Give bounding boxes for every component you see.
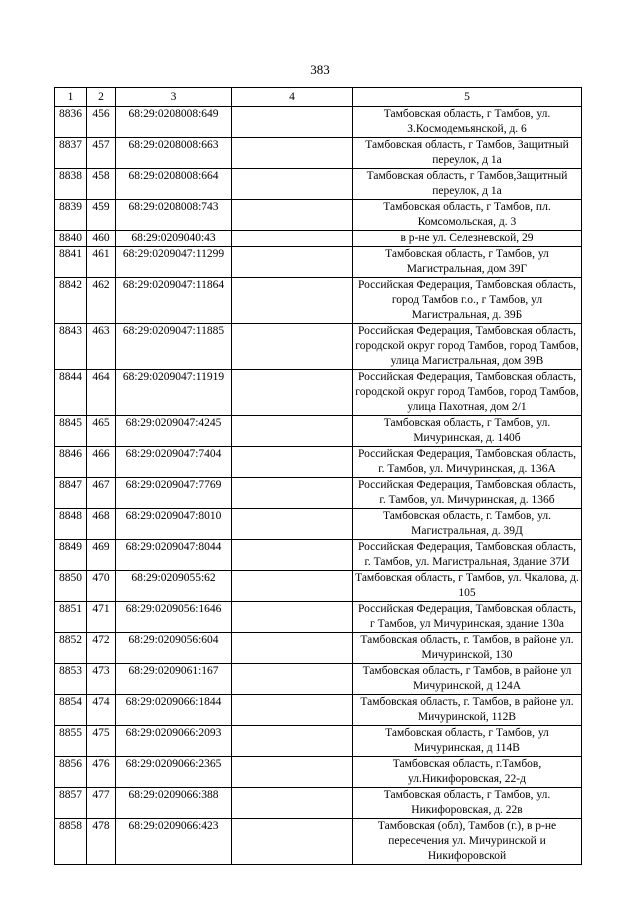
row-number-cell: 8845 <box>55 416 87 447</box>
cadastral-number-cell: 68:29:0209047:11864 <box>116 278 232 324</box>
column-4-cell <box>232 664 353 695</box>
row-number-cell: 8858 <box>55 819 87 865</box>
address-cell: Тамбовская область, г.Тамбов, ул.Никифоровская, 22-д <box>353 757 582 788</box>
table-row <box>55 509 582 540</box>
cadastral-number-cell: 68:29:0209066:2093 <box>116 726 232 757</box>
table-row <box>55 169 582 200</box>
table-row <box>55 138 582 169</box>
address-cell: Тамбовская область, г Тамбов, ул Мичуринская, д 114В <box>353 726 582 757</box>
register-table <box>54 87 582 865</box>
row-number-cell: 8852 <box>55 633 87 664</box>
table-row <box>55 278 582 324</box>
column-4-cell <box>232 509 353 540</box>
column-4-cell <box>232 324 353 370</box>
column-4-cell <box>232 726 353 757</box>
cadastral-number-cell: 68:29:0209040:43 <box>116 231 232 247</box>
row-number-cell: 8854 <box>55 695 87 726</box>
item-number-cell: 462 <box>87 278 116 324</box>
address-cell: Российская Федерация, Тамбовская область, г. Тамбов, ул. Мичуринская, д. 136б <box>353 478 582 509</box>
cadastral-number-cell: 68:29:0209066:423 <box>116 819 232 865</box>
column-4-cell <box>232 138 353 169</box>
table-row <box>55 540 582 571</box>
row-number-cell: 8853 <box>55 664 87 695</box>
item-number-cell: 473 <box>87 664 116 695</box>
row-number-cell: 8842 <box>55 278 87 324</box>
item-number-cell: 456 <box>87 107 116 138</box>
address-cell: Российская Федерация, Тамбовская область, городской округ город Тамбов, город Тамбов, улица Пахотная, дом 2/1 <box>353 370 582 416</box>
table-row <box>55 633 582 664</box>
item-number-cell: 461 <box>87 247 116 278</box>
cadastral-number-cell: 68:29:0208008:743 <box>116 200 232 231</box>
column-4-cell <box>232 571 353 602</box>
item-number-cell: 474 <box>87 695 116 726</box>
row-number-cell: 8843 <box>55 324 87 370</box>
row-number-cell: 8844 <box>55 370 87 416</box>
address-cell: Тамбовская область, г Тамбов, ул Магистральная, дом 39Г <box>353 247 582 278</box>
column-header-4: 4 <box>232 88 353 107</box>
address-cell: Российская Федерация, Тамбовская область, город Тамбов г.о., г Тамбов, ул Магистральная, д. 39Б <box>353 278 582 324</box>
item-number-cell: 471 <box>87 602 116 633</box>
cadastral-number-cell: 68:29:0209047:8010 <box>116 509 232 540</box>
row-number-cell: 8848 <box>55 509 87 540</box>
table-row <box>55 478 582 509</box>
row-number-cell: 8840 <box>55 231 87 247</box>
item-number-cell: 472 <box>87 633 116 664</box>
address-cell: Российская Федерация, Тамбовская область, городской округ город Тамбов, город Тамбов, улица Магистральная, дом 39В <box>353 324 582 370</box>
table-row <box>55 231 582 247</box>
item-number-cell: 468 <box>87 509 116 540</box>
table-row <box>55 370 582 416</box>
column-4-cell <box>232 633 353 664</box>
column-4-cell <box>232 540 353 571</box>
cadastral-number-cell: 68:29:0209047:8044 <box>116 540 232 571</box>
column-header-1: 1 <box>55 88 87 107</box>
column-4-cell <box>232 447 353 478</box>
table-row <box>55 819 582 865</box>
item-number-cell: 466 <box>87 447 116 478</box>
address-cell: Российская Федерация, Тамбовская область, г Тамбов, ул Мичуринская, здание 130а <box>353 602 582 633</box>
cadastral-number-cell: 68:29:0209055:62 <box>116 571 232 602</box>
item-number-cell: 463 <box>87 324 116 370</box>
cadastral-number-cell: 68:29:0209047:7769 <box>116 478 232 509</box>
address-cell: Тамбовская область, г Тамбов, ул. З.Космодемьянской, д. 6 <box>353 107 582 138</box>
table-row <box>55 726 582 757</box>
cadastral-number-cell: 68:29:0209066:388 <box>116 788 232 819</box>
column-4-cell <box>232 819 353 865</box>
column-4-cell <box>232 416 353 447</box>
table-row <box>55 571 582 602</box>
column-4-cell <box>232 370 353 416</box>
address-cell: Тамбовская (обл), Тамбов (г.), в р-не пересечения ул. Мичуринской и Никифоровской <box>353 819 582 865</box>
column-4-cell <box>232 231 353 247</box>
column-4-cell <box>232 695 353 726</box>
table-row <box>55 757 582 788</box>
row-number-cell: 8846 <box>55 447 87 478</box>
address-cell: в р-не ул. Селезневской, 29 <box>353 231 582 247</box>
column-4-cell <box>232 278 353 324</box>
row-number-cell: 8837 <box>55 138 87 169</box>
cadastral-number-cell: 68:29:0209061:167 <box>116 664 232 695</box>
column-header-5: 5 <box>353 88 582 107</box>
row-number-cell: 8856 <box>55 757 87 788</box>
address-cell: Тамбовская область, г Тамбов, ул. Никифоровская, д. 22в <box>353 788 582 819</box>
header-row <box>55 88 582 107</box>
item-number-cell: 460 <box>87 231 116 247</box>
column-4-cell <box>232 200 353 231</box>
cadastral-number-cell: 68:29:0209056:1646 <box>116 602 232 633</box>
address-cell: Тамбовская область, г. Тамбов, ул. Магистральная, д. 39Д <box>353 509 582 540</box>
column-4-cell <box>232 788 353 819</box>
table-row <box>55 664 582 695</box>
table-body <box>55 107 582 865</box>
column-4-cell <box>232 478 353 509</box>
row-number-cell: 8851 <box>55 602 87 633</box>
item-number-cell: 469 <box>87 540 116 571</box>
item-number-cell: 465 <box>87 416 116 447</box>
address-cell: Тамбовская область, г Тамбов, ул. Мичуринская, д. 140б <box>353 416 582 447</box>
address-cell: Тамбовская область, г. Тамбов, в районе ул. Мичуринской, 112В <box>353 695 582 726</box>
row-number-cell: 8847 <box>55 478 87 509</box>
item-number-cell: 475 <box>87 726 116 757</box>
row-number-cell: 8849 <box>55 540 87 571</box>
address-cell: Тамбовская область, г. Тамбов, в районе ул. Мичуринской, 130 <box>353 633 582 664</box>
cadastral-number-cell: 68:29:0209066:1844 <box>116 695 232 726</box>
address-cell: Тамбовская область, г Тамбов,Защитный переулок, д 1а <box>353 169 582 200</box>
row-number-cell: 8857 <box>55 788 87 819</box>
column-4-cell <box>232 602 353 633</box>
table-row <box>55 107 582 138</box>
address-cell: Тамбовская область, г Тамбов, Защитный переулок, д 1а <box>353 138 582 169</box>
row-number-cell: 8850 <box>55 571 87 602</box>
item-number-cell: 458 <box>87 169 116 200</box>
cadastral-number-cell: 68:29:0208008:649 <box>116 107 232 138</box>
row-number-cell: 8836 <box>55 107 87 138</box>
row-number-cell: 8841 <box>55 247 87 278</box>
row-number-cell: 8838 <box>55 169 87 200</box>
cadastral-number-cell: 68:29:0209066:2365 <box>116 757 232 788</box>
address-cell: Российская Федерация, Тамбовская область, г. Тамбов, ул. Магистральная, Здание 37И <box>353 540 582 571</box>
address-cell: Тамбовская область, г Тамбов, в районе ул Мичуринской, д 124А <box>353 664 582 695</box>
cadastral-number-cell: 68:29:0209047:11919 <box>116 370 232 416</box>
cadastral-number-cell: 68:29:0209047:7404 <box>116 447 232 478</box>
cadastral-number-cell: 68:29:0209047:11299 <box>116 247 232 278</box>
item-number-cell: 464 <box>87 370 116 416</box>
cadastral-number-cell: 68:29:0209047:11885 <box>116 324 232 370</box>
item-number-cell: 467 <box>87 478 116 509</box>
column-header-2: 2 <box>87 88 116 107</box>
column-4-cell <box>232 169 353 200</box>
table-row <box>55 416 582 447</box>
table-row <box>55 602 582 633</box>
item-number-cell: 470 <box>87 571 116 602</box>
row-number-cell: 8839 <box>55 200 87 231</box>
column-4-cell <box>232 247 353 278</box>
column-header-3: 3 <box>116 88 232 107</box>
item-number-cell: 477 <box>87 788 116 819</box>
table-row <box>55 695 582 726</box>
column-4-cell <box>232 757 353 788</box>
table-row <box>55 324 582 370</box>
page-number: 383 <box>310 62 330 77</box>
address-cell: Тамбовская область, г Тамбов, пл. Комсомольская, д. 3 <box>353 200 582 231</box>
cadastral-number-cell: 68:29:0209047:4245 <box>116 416 232 447</box>
table-row <box>55 247 582 278</box>
address-cell: Российская Федерация, Тамбовская область, г. Тамбов, ул. Мичуринская, д. 136А <box>353 447 582 478</box>
item-number-cell: 478 <box>87 819 116 865</box>
table-row <box>55 200 582 231</box>
cadastral-number-cell: 68:29:0209056:604 <box>116 633 232 664</box>
item-number-cell: 459 <box>87 200 116 231</box>
table-row <box>55 447 582 478</box>
cadastral-number-cell: 68:29:0208008:663 <box>116 138 232 169</box>
address-cell: Тамбовская область, г Тамбов, ул. Чкалова, д. 105 <box>353 571 582 602</box>
table-row <box>55 788 582 819</box>
item-number-cell: 476 <box>87 757 116 788</box>
row-number-cell: 8855 <box>55 726 87 757</box>
cadastral-number-cell: 68:29:0208008:664 <box>116 169 232 200</box>
item-number-cell: 457 <box>87 138 116 169</box>
column-4-cell <box>232 107 353 138</box>
